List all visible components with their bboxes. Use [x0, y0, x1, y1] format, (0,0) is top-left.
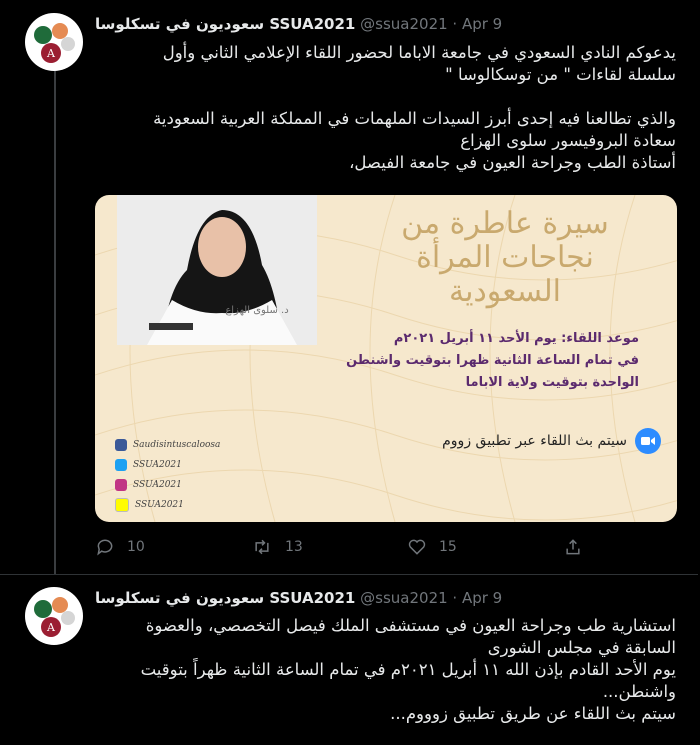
reply-count: 10 [127, 539, 145, 555]
reply-icon [95, 537, 115, 557]
like-count: 15 [439, 539, 457, 555]
svg-text:A: A [47, 47, 55, 60]
display-name[interactable]: سعوديون في تسكلوسا SSUA2021 [95, 15, 356, 33]
reply-button[interactable] [95, 537, 145, 557]
meeting-details [319, 328, 639, 394]
zoom-info [442, 428, 661, 454]
tweet-actions [95, 537, 595, 561]
social-snapchat: SSUA2021 [115, 495, 220, 515]
avatar[interactable] [25, 13, 83, 71]
handle-date[interactable]: @ssua2021 · Apr 9 [360, 589, 503, 607]
meeting-time: في تمام الساعة الثانية ظهرا بتوقيت واشنطن [346, 353, 639, 368]
avatar[interactable] [25, 587, 83, 645]
retweet-button[interactable] [251, 537, 303, 557]
share-button[interactable] [563, 537, 583, 557]
facebook-icon [115, 439, 127, 451]
svg-text:A: A [47, 621, 55, 634]
display-name[interactable]: سعوديون في تسكلوسا SSUA2021 [95, 589, 356, 607]
snapchat-icon [115, 498, 129, 512]
social-instagram: SSUA2021 [115, 475, 220, 495]
tweet-header [95, 589, 678, 611]
portrait-photo [117, 195, 317, 345]
instagram-icon [115, 479, 127, 491]
photo-caption: د. سلوى الهزاع [225, 305, 289, 316]
retweet-icon [251, 537, 273, 557]
share-icon [563, 537, 583, 557]
tweet-text: استشارية طب وجراحة العيون في مستشفى الملك فيصل التخصصي، والعضوة السابقة في مجلس الشورى يوم الأحد القادم بإذن الله ١١ أبريل ٢٠٢١م في تمام الساعة الثانية ظهراً بتوقيت واشنطن... سيتم بث اللقاء عن طريق تطبيق زوووم... [140, 616, 676, 723]
twitter-icon [115, 459, 127, 471]
social-twitter: SSUA2021 [115, 455, 220, 475]
retweet-count: 13 [285, 539, 303, 555]
meeting-time-alabama: الواحدة بتوقيت ولاية الاباما [465, 375, 639, 390]
social-handles [115, 435, 220, 515]
social-facebook: Saudisintuscaloosa [115, 435, 220, 455]
like-button[interactable] [407, 537, 457, 557]
handle-date[interactable]: @ssua2021 · Apr 9 [360, 15, 503, 33]
zoom-text: سيتم بث اللقاء عبر تطبيق زووم [442, 433, 627, 449]
tweet[interactable] [0, 575, 698, 745]
tweet-header [95, 15, 678, 37]
headline: سيرة عاطرة من نجاحات المرأة السعودية [401, 206, 609, 309]
meeting-label: موعد اللقاء: يوم الأحد ١١ أبريل ٢٠٢١م [393, 331, 639, 346]
tweet-text: يدعوكم النادي السعودي في جامعة الاباما لحضور اللقاء الإعلامي الثاني وأول سلسلة لقاءات " من توسكالوسا " والذي تطالعنا فيه إحدى أبرز السيدات الملهمات في المملكة العربية السعودية سعادة البروفيسور سلوى الهزاع أستاذة الطب وجراحة العيون في جامعة الفيصل، [153, 43, 676, 172]
tweet-media-image[interactable] [95, 195, 677, 522]
zoom-icon [635, 428, 661, 454]
heart-icon [407, 537, 427, 557]
thread-line [54, 70, 56, 574]
